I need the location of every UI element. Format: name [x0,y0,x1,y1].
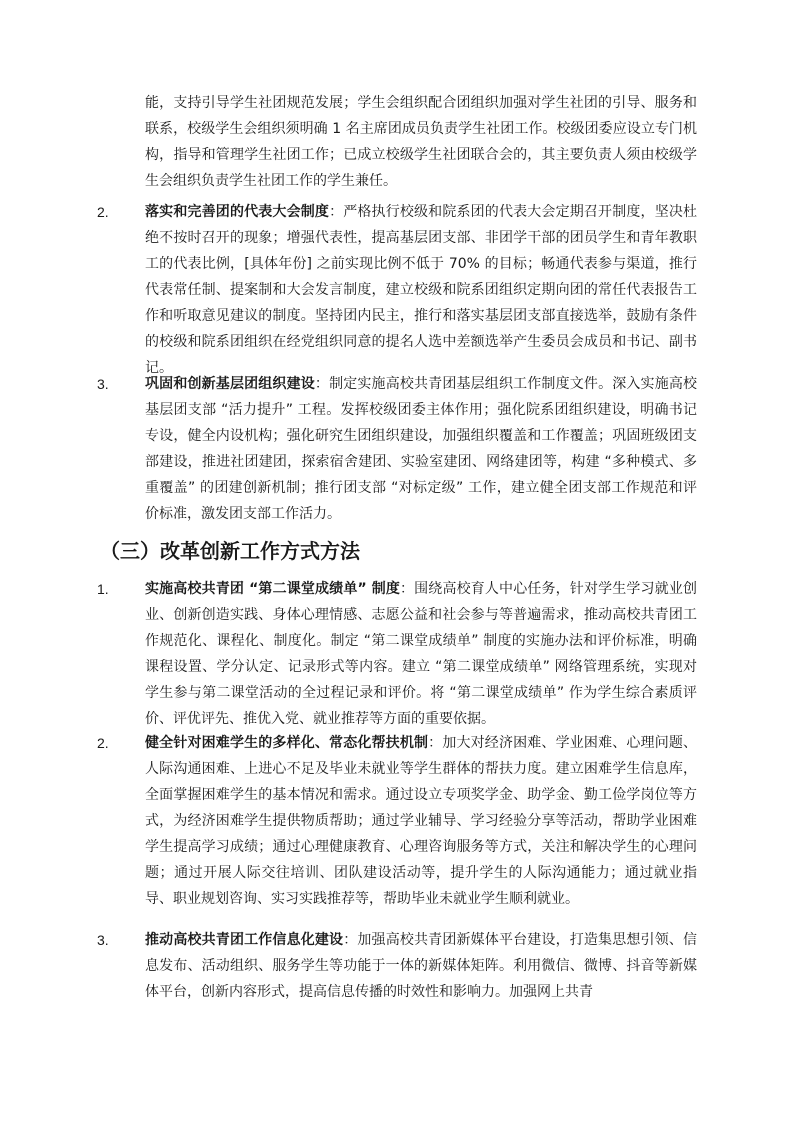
item-text: ：围绕高校育人中心任务，针对学生学习就业创业、创新创造实践、身体心理情感、志愿公益和社会参与等普遍需求，推动高校共青团工作规范化、课程化、制度化。制定 “第二课堂成绩单” 制度的实施办法和评价标准，明确课程设置、学分认定、记录形式等内容。建立 “第二课堂成绩单” 网络管理系统，实现对学生参与第二课堂活动的全过程记录和评价。将 “第二课堂成绩单” 作为学生综合素质评价、评优评先、推优入党、就业推荐等方面的重要依据。 [145,581,697,727]
item-paragraph [145,371,697,527]
list-item [97,199,698,381]
item-number: 3. [97,932,109,948]
item-number: 2. [97,735,109,751]
item-paragraph [145,730,697,912]
item-number: 3. [97,376,109,392]
continuation-paragraph: 能，支持引导学生社团规范发展；学生会组织配合团组织加强对学生社团的引导、服务和联系，校级学生会组织须明确 1 名主席团成员负责学生社团工作。校级团委应设立专门机构，指导和管理学生社团工作；已成立校级学生社团联合会的，其主要负责人须由校级学生会组织负责学生社团工作的学生兼任。 [145,95,697,189]
item-text: ：加强高校共青团新媒体平台建设，打造集思想引领、信息发布、活动组织、服务学生等功能于一体的新媒体矩阵。利用微信、微博、抖音等新媒体平台，创新内容形式，提高信息传播的时效性和影响力。加强网上共青 [145,932,698,1000]
item-number: 2. [97,204,109,220]
item-title: 推动高校共青团工作信息化建设 [145,932,344,948]
item-paragraph [145,927,697,1005]
list-item [97,730,698,912]
item-title: 落实和完善团的代表大会制度 [145,204,330,220]
item-paragraph [145,199,697,381]
list-item [97,371,698,527]
list-item [97,576,697,732]
section-heading: （三）改革创新工作方式方法 [100,539,360,563]
item-title: 巩固和创新基层团组织建设 [145,376,315,392]
item-text: ：严格执行校级和院系团的代表大会定期召开制度，坚决杜绝不按时召开的现象；增强代表性，提高基层团支部、非团学干部的团员学生和青年教职工的代表比例，[具体年份] 之前实现比例不低于 70% 的目标；畅通代表参与渠道，推行代表常任制、提案制和大会发言制度，建立校级和院系团组织定期向团的常任代表报告工作和听取意见建议的制度。坚持团内民主，推行和落实基层团支部直接选举，鼓励有条件的校级和院系团组织在经党组织同意的提名人选中差额选举产生委员会成员和书记、副书记。 [145,204,698,376]
item-paragraph [145,576,697,732]
item-title: 实施高校共青团 “第二课堂成绩单” 制度 [145,581,400,597]
list-item [97,927,698,1005]
item-number: 1. [97,581,109,597]
item-title: 健全针对困难学生的多样化、常态化帮扶机制 [145,735,429,751]
item-text: ：制定实施高校共青团基层组织工作制度文件。深入实施高校基层团支部 “活力提升” 工程。发挥校级团委主体作用；强化院系团组织建设，明确书记专设，健全内设机构；强化研究生团组织建设，加强组织覆盖和工作覆盖；巩固班级团支部建设，推进社团建团，探索宿舍建团、实验室建团、网络建团等，构建 “多种模式、多重覆盖” 的团建创新机制；推行团支部 “对标定级” 工作，建立健全团支部工作规范和评价标准，激发团支部工作活力。 [145,376,698,522]
item-text: ：加大对经济困难、学业困难、心理问题、人际沟通困难、上进心不足及毕业未就业等学生群体的帮扶力度。建立困难学生信息库，全面掌握困难学生的基本情况和需求。通过设立专项奖学金、助学金、勤工俭学岗位等方式，为经济困难学生提供物质帮助；通过学业辅导、学习经验分享等活动，帮助学业困难学生提高学习成绩；通过心理健康教育、心理咨询服务等方式，关注和解决学生的心理问题；通过开展人际交往培训、团队建设活动等，提升学生的人际沟通能力；通过就业指导、职业规划咨询、实习实践推荐等，帮助毕业未就业学生顺利就业。 [145,735,698,907]
